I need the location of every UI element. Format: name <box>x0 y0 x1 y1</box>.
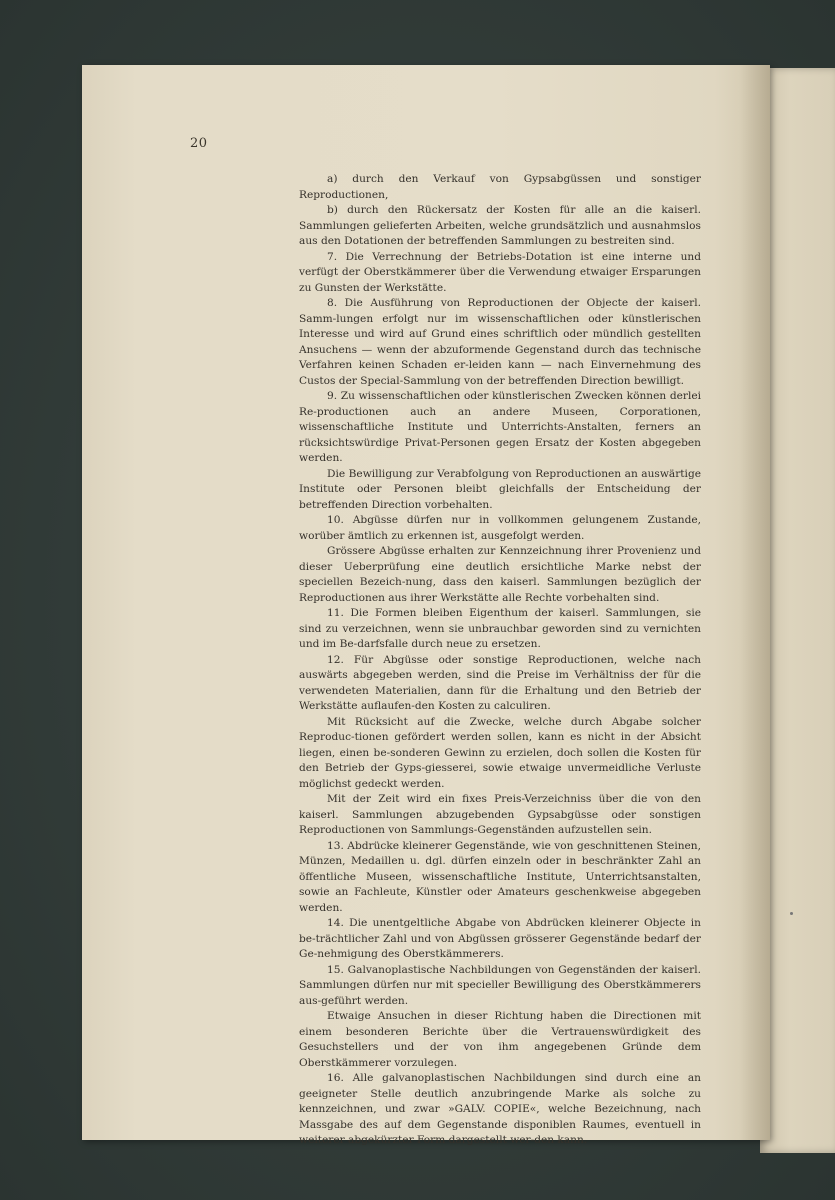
facing-page-edge <box>760 68 835 1153</box>
gutter-shadow <box>740 65 770 1140</box>
paragraph: Grössere Abgüsse erhalten zur Kennzeichnung ihrer Provenienz und dieser Ueberprüfung eine deutlich ersichtliche Marke nebst der speciellen Bezeich-nung, dass den kaiserl. Sammlungen bezüglich der Reproductionen aus ihrer Werkstätte alle Rechte vorbehalten sind. <box>299 545 701 604</box>
paragraph: 13. Abdrücke kleinerer Gegenstände, wie von geschnittenen Steinen, Münzen, Medaillen u. dgl. dürfen einzeln oder in beschränkter Zahl an öffentliche Museen, wissenschaftliche Institute, Unterrichtsanstalten, sowie an Fachleute, Künstler oder Amateurs geschenkweise abgegeben werden. <box>299 839 701 914</box>
body-text <box>299 172 701 1149</box>
paragraph: 9. Zu wissenschaftlichen oder künstlerischen Zwecken können derlei Re-productionen auch an andere Museen, Corporationen, wissenschaftliche Institute und Unterrichts-Anstalten, ferners an rücksichtswürdige Privat-Personen gegen Ersatz der Kosten abgegeben werden. <box>299 390 701 464</box>
paragraph: 10. Abgüsse dürfen nur in vollkommen gelungenem Zustande, worüber ämtlich zu erkennen ist, ausgefolgt werden. <box>299 514 701 542</box>
paragraph: 8. Die Ausführung von Reproductionen der Objecte der kaiserl. Samm-lungen erfolgt nur im wissenschaftlichen oder künstlerischen Interesse und wird auf Grund eines schriftlich oder mündlich gestellten Ansuchens — wenn der abzuformende Gegenstand durch das technische Verfahren keinen Schaden er-leiden kann — nach Einvernehmung des Custos der Special-Sammlung von der betreffenden Direction bewilligt. <box>299 297 701 387</box>
paragraph: Mit der Zeit wird ein fixes Preis-Verzeichniss über die von den kaiserl. Sammlungen abzugebenden Gypsabgüsse oder sonstigen Reproductionen von Sammlungs-Gegenständen aufzustellen sein. <box>299 793 701 836</box>
paragraph: 12. Für Abgüsse oder sonstige Reproductionen, welche nach auswärts abgegeben werden, sind die Preise im Verhältniss der für die verwendeten Materialien, dann für die Erhaltung und den Betrieb der Werkstätte auflaufen-den Kosten zu calculiren. <box>299 653 701 712</box>
paper-speck <box>790 912 793 915</box>
paragraph: Mit Rücksicht auf die Zwecke, welche durch Abgabe solcher Reproduc-tionen gefördert werden sollen, kann es nicht in der Absicht liegen, einen be-sonderen Gewinn zu erzielen, doch sollen die Kosten für den Betrieb der Gyps-giesserei, sowie etwaige unvermeidliche Verluste möglichst gedeckt werden. <box>299 715 701 790</box>
paragraph: b) durch den Rückersatz der Kosten für alle an die kaiserl. Sammlungen gelieferten Arbeiten, welche grundsätzlich und ausnahmslos aus den Dotationen der betreffenden Sammlungen zu bestreiten sind. <box>299 204 701 247</box>
page-number: 20 <box>190 136 208 151</box>
paragraph: 11. Die Formen bleiben Eigenthum der kaiserl. Sammlungen, sie sind zu verzeichnen, wenn sie unbrauchbar geworden sind zu vernichten und im Be-darfsfalle durch neue zu ersetzen. <box>299 607 701 650</box>
paragraph: 16. Alle galvanoplastischen Nachbildungen sind durch eine an geeigneter Stelle deutlich anzubringende Marke als solche zu kennzeichnen, und zwar »GALV. COPIE«, welche Bezeichnung, nach Massgabe des auf dem Gegenstande disponiblen Raumes, eventuell in weiterer abgekürzter Form dargestellt wer-den kann. <box>299 1072 701 1146</box>
paragraph: a) durch den Verkauf von Gypsabgüssen und sonstiger Reproductionen, <box>299 173 701 201</box>
paragraph: 15. Galvanoplastische Nachbildungen von Gegenständen der kaiserl. Sammlungen dürfen nur mit specieller Bewilligung des Oberstkämmerers aus-geführt werden. <box>299 963 701 1007</box>
paragraph: Etwaige Ansuchen in dieser Richtung haben die Directionen mit einem besonderen Berichte über die Vertrauenswürdigkeit des Gesuchstellers und der von ihm angegebenen Gründe dem Oberstkämmerer vorzulegen. <box>299 1010 701 1069</box>
paragraph: 14. Die unentgeltliche Abgabe von Abdrücken kleinerer Objecte in be-trächtlicher Zahl und von Abgüssen grösserer Gegenstände bedarf der Ge-nehmigung des Oberstkämmerers. <box>299 917 701 960</box>
paragraph: Die Bewilligung zur Verabfolgung von Reproductionen an auswärtige Institute oder Personen bleibt gleichfalls der Entscheidung der betreffenden Direction vorbehalten. <box>299 467 701 511</box>
paragraph: 7. Die Verrechnung der Betriebs-Dotation ist eine interne und verfügt der Oberstkämmerer über die Verwendung etwaiger Ersparungen zu Gunsten der Werkstätte. <box>299 250 701 294</box>
